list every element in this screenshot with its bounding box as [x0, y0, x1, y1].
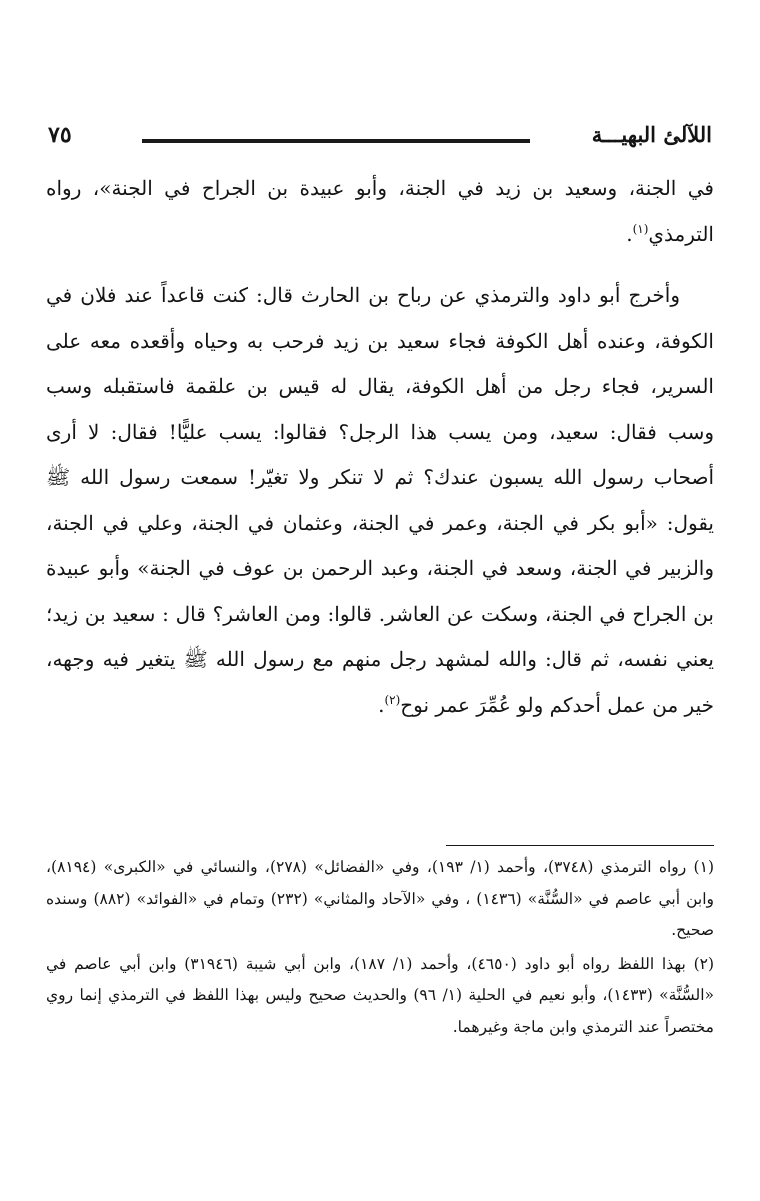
running-title: اللآلئ البهيـــة — [591, 122, 712, 147]
body-paragraph — [46, 166, 714, 257]
footnote-marker: (٢) — [384, 692, 401, 707]
paragraph-end: . — [626, 221, 633, 246]
paragraph-text: وأخرج أبو داود والترمذي عن رباح بن الحارث قال: كنت قاعداً عند فلان في الكوفة، وعنده أهل الكوفة فجاء سعيد بن زيد فرحب به وحياه وأقعده معه على السرير، فجاء رجل من أهل الكوفة، يقال له قيس بن علقمة فاستقبله وسب وسب فقال: سعيد، ومن يسب هذا الرجل؟ فقالوا: يسب عليًّا! فقال: لا أرى أصحاب رسول الله يسبون عندك؟ ثم لا تنكر ولا تغيّر! سمعت رسول الله ﷺ يقول: «أبو بكر في الجنة، وعمر في الجنة، وعثمان في الجنة، وعلي في الجنة، والزبير في الجنة، وسعد في الجنة، وعبد الرحمن بن عوف في الجنة» وأبو عبيدة بن الجراح في الجنة، وسكت عن العاشر. قالوا: ومن العاشر؟ قال : سعيد بن زيد؛ يعني نفسه، ثم قال: والله لمشهد رجل منهم مع رسول الله ﷺ يتغير فيه وجهه، خير من عمل أحدكم ولو عُمِّرَ عمر نوح — [46, 283, 714, 717]
footnote-marker: (١) — [632, 221, 649, 236]
body-paragraph — [46, 273, 714, 728]
paragraph-text: في الجنة، وسعيد بن زيد في الجنة، وأبو عبيدة بن الجراح في الجنة»، رواه الترمذي — [46, 176, 714, 246]
footnote: (٢) بهذا اللفظ رواه أبو داود (٤٦٥٠)، وأحمد (١/ ١٨٧)، وابن أبي شيبة (٣١٩٤٦) وابن أبي عاصم في «السُّنَّة» (١٤٣٣)، وأبو نعيم في الحلية (١/ ٩٦) والحديث صحيح وليس بهذا اللفظ في الترمذي إنما روي مختصراً عند الترمذي وابن ماجة وغيرهما. — [46, 954, 715, 1036]
footnote-separator — [446, 845, 714, 846]
footnote: (١) رواه الترمذي (٣٧٤٨)، وأحمد (١/ ١٩٣)، وفي «الفضائل» (٢٧٨)، والنسائي في «الكبرى» (٨١٩٤)، وابن أبي عاصم في «السُّنَّة» (١٤٣٦) ، وفي «الآحاد والمثاني» (٢٣٢) وتمام في «الفوائد» (٨٨٢) وسنده صحيح. — [46, 858, 714, 939]
page-header — [48, 120, 712, 156]
main-text — [46, 166, 714, 728]
header-rule — [142, 139, 530, 143]
page-number: ٧٥ — [48, 122, 72, 148]
paragraph-end: . — [378, 692, 385, 717]
footnotes — [46, 852, 714, 1043]
